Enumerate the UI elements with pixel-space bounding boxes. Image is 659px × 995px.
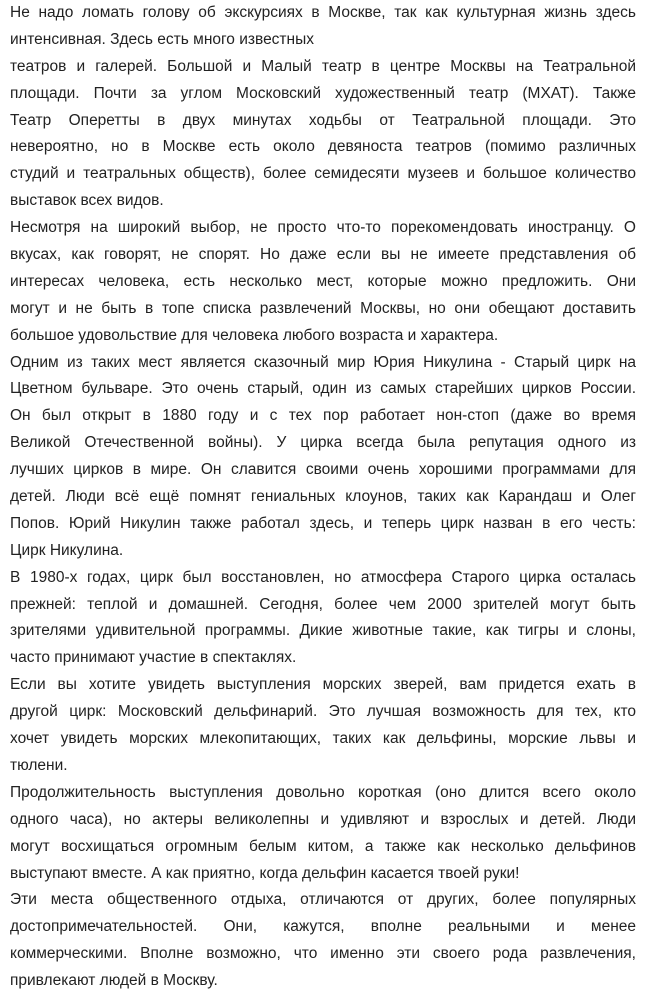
text-line: одного часа), но актеры великолепны и удивляют и взрослых и детей. Люди — [10, 810, 636, 828]
paragraph — [10, 350, 636, 565]
text-line: выставок всех видов. — [10, 192, 164, 210]
text-line: лучших цирков в мире. Он славится своими очень хорошими программами для — [10, 461, 636, 479]
text-line: большое удовольствие для человека любого возраста и характера. — [10, 326, 499, 344]
text-line: детей. Люди всё ещё помнят гениальных клоунов, таких как Карандаш и Олег — [10, 488, 636, 506]
text-line: Попов. Юрий Никулин также работал здесь, и теперь цирк назван в его честь: — [10, 514, 636, 532]
paragraph — [10, 215, 636, 349]
paragraph — [10, 887, 636, 995]
text-line: площади. Почти за углом Московский художественный театр (МХАТ). Также — [10, 84, 636, 102]
text-line: Театр Оперетты в двух минутах ходьбы от Театральной площади. Это — [10, 111, 636, 129]
text-line: достопримечательностей. Они, кажутся, вполне реальными и менее — [10, 918, 636, 936]
text-line: могут и не быть в топе списка развлечений Москвы, но они обещают доставить — [10, 299, 636, 317]
paragraph — [10, 565, 636, 673]
text-line: коммерческими. Вполне возможно, что именно эти своего рода развлечения, — [10, 945, 636, 963]
paragraph — [10, 672, 636, 780]
document-body — [10, 0, 636, 995]
text-line: Он был открыт в 1880 году и с тех пор работает нон-стоп (даже во время — [10, 407, 636, 425]
text-line: театров и галерей. Большой и Малый театр в центре Москвы на Театральной — [10, 57, 636, 75]
text-line: В 1980-х годах, цирк был восстановлен, но атмосфера Старого цирка осталась — [10, 568, 636, 586]
text-line: выступают вместе. А как приятно, когда дельфин касается твоей руки! — [10, 864, 520, 882]
text-line: прежней: теплой и домашней. Сегодня, более чем 2000 зрителей могут быть — [10, 595, 636, 613]
text-line: Великой Отечественной войны). У цирка всегда была репутация одного из — [10, 434, 636, 452]
text-line: Одним из таких мест является сказочный мир Юрия Никулина - Старый цирк на — [10, 353, 636, 371]
text-line: привлекают людей в Москву. — [10, 972, 218, 990]
text-line: часто принимают участие в спектаклях. — [10, 649, 297, 667]
text-line: Цветном бульваре. Это очень старый, один из самых старейших цирков России. — [10, 380, 636, 398]
text-line: хочет увидеть морских млекопитающих, таких как дельфины, морские львы и — [10, 730, 636, 748]
text-line: Если вы хотите увидеть выступления морских зверей, вам придется ехать в — [10, 676, 636, 694]
text-line: вкусах, как говорят, не спорят. Но даже если вы не имеете представления об — [10, 246, 636, 264]
text-line: студий и театральных обществ), более семидесяти музеев и большое количество — [10, 165, 636, 183]
text-line: зрителями удивительной программы. Дикие животные такие, как тигры и слоны, — [10, 622, 636, 640]
text-line: интересах человека, есть несколько мест, которые можно предложить. Они — [10, 272, 636, 290]
text-line: другой цирк: Московский дельфинарий. Это лучшая возможность для тех, кто — [10, 703, 636, 721]
text-line: Продолжительность выступления довольно короткая (оно длится всего около — [10, 783, 636, 801]
text-line: интенсивная. Здесь есть много известных — [10, 30, 314, 48]
text-line: Не надо ломать голову об экскурсиях в Москве, так как культурная жизнь здесь — [10, 4, 636, 21]
paragraph — [10, 780, 636, 888]
text-line: тюлени. — [10, 756, 68, 774]
text-line: Эти места общественного отдыха, отличаются от других, более популярных — [10, 891, 636, 909]
paragraph — [10, 0, 636, 215]
text-line: Несмотря на широкий выбор, не просто что-то порекомендовать иностранцу. О — [10, 219, 636, 237]
text-line: Цирк Никулина. — [10, 541, 124, 559]
text-line: могут восхищаться огромным белым китом, а также как несколько дельфинов — [10, 837, 636, 855]
text-line: невероятно, но в Москве есть около девяноста театров (помимо различных — [10, 138, 636, 156]
